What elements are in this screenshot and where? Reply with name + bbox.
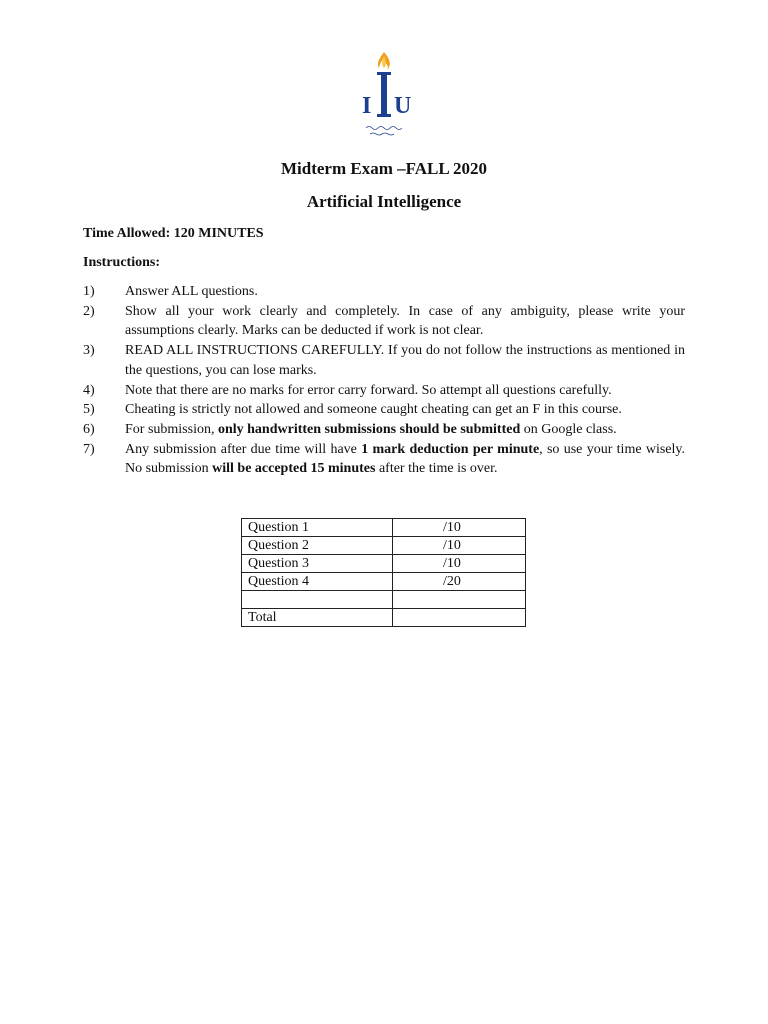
instruction-text: Cheating is strictly not allowed and someone caught cheating can get an F in this course.: [125, 402, 622, 418]
marks-row: [242, 555, 526, 573]
question-cell: Question 4: [242, 573, 393, 591]
instruction-emphasis: 1 mark deduction per minute: [361, 441, 540, 457]
instruction-text: Answer ALL questions.: [125, 284, 258, 299]
marks-cell: [393, 591, 526, 609]
marks-cell: /10: [393, 537, 526, 555]
instruction-number: 1): [83, 284, 95, 299]
logo-caption-script: [366, 127, 402, 136]
instruction-item: [83, 282, 685, 302]
question-cell: Question 3: [242, 555, 393, 573]
instruction-text: Note that there are no marks for error carry forward. So attempt all questions carefully.: [125, 382, 612, 398]
instruction-emphasis: will be accepted 15 minutes: [212, 461, 376, 477]
instruction-text: Any submission after due time will have: [125, 441, 362, 457]
instruction-item: [83, 341, 685, 380]
instruction-text: after the time is over.: [375, 461, 498, 477]
instructions-list: [83, 282, 685, 479]
question-cell: [242, 591, 393, 609]
marks-table: [241, 518, 526, 627]
instruction-item: [83, 420, 685, 440]
marks-cell: /10: [393, 555, 526, 573]
instruction-number: 7): [83, 441, 95, 457]
instruction-text: READ ALL INSTRUCTIONS CAREFULLY. If you do not follow the instructions as mentioned in the questions, you can lose marks.: [125, 343, 685, 378]
svg-text:I: I: [362, 93, 372, 119]
marks-row: [242, 537, 526, 555]
marks-row: [242, 519, 526, 537]
instruction-number: 3): [83, 343, 95, 359]
instruction-text: , so use your time wisely. No submission: [125, 441, 685, 477]
instruction-item: [83, 400, 685, 420]
question-cell: Question 2: [242, 537, 393, 555]
instruction-number: 5): [83, 402, 95, 418]
exam-title: Midterm Exam –FALL 2020: [280, 159, 488, 178]
instruction-item: [83, 302, 685, 341]
itu-logo: [356, 50, 412, 142]
question-cell: Total: [242, 609, 393, 627]
instruction-text: Show all your work clearly and completely. In case of any ambiguity, please write your assumptions clearly. Marks can be deducted if work is not clear.: [125, 303, 685, 339]
instruction-item: [83, 440, 685, 479]
instruction-item: [83, 381, 685, 401]
marks-cell: /10: [393, 519, 526, 537]
exam-subject: Artificial Intelligence: [306, 192, 462, 211]
marks-row: [242, 609, 526, 627]
instruction-number: 6): [83, 421, 95, 437]
instruction-number: 4): [83, 382, 95, 398]
marks-cell: [393, 609, 526, 627]
instruction-number: 2): [83, 303, 95, 319]
instruction-text: on Google class.: [520, 421, 617, 437]
svg-text:U: U: [394, 93, 412, 119]
marks-row: [242, 573, 526, 591]
question-cell: Question 1: [242, 519, 393, 537]
marks-cell: /20: [393, 573, 526, 591]
instruction-text: For submission,: [125, 421, 218, 437]
marks-row: [242, 591, 526, 609]
instruction-emphasis: only handwritten submissions should be submitted: [217, 421, 521, 437]
time-allowed: Time Allowed: 120 MINUTES: [83, 226, 264, 241]
instructions-heading: Instructions:: [83, 255, 161, 270]
